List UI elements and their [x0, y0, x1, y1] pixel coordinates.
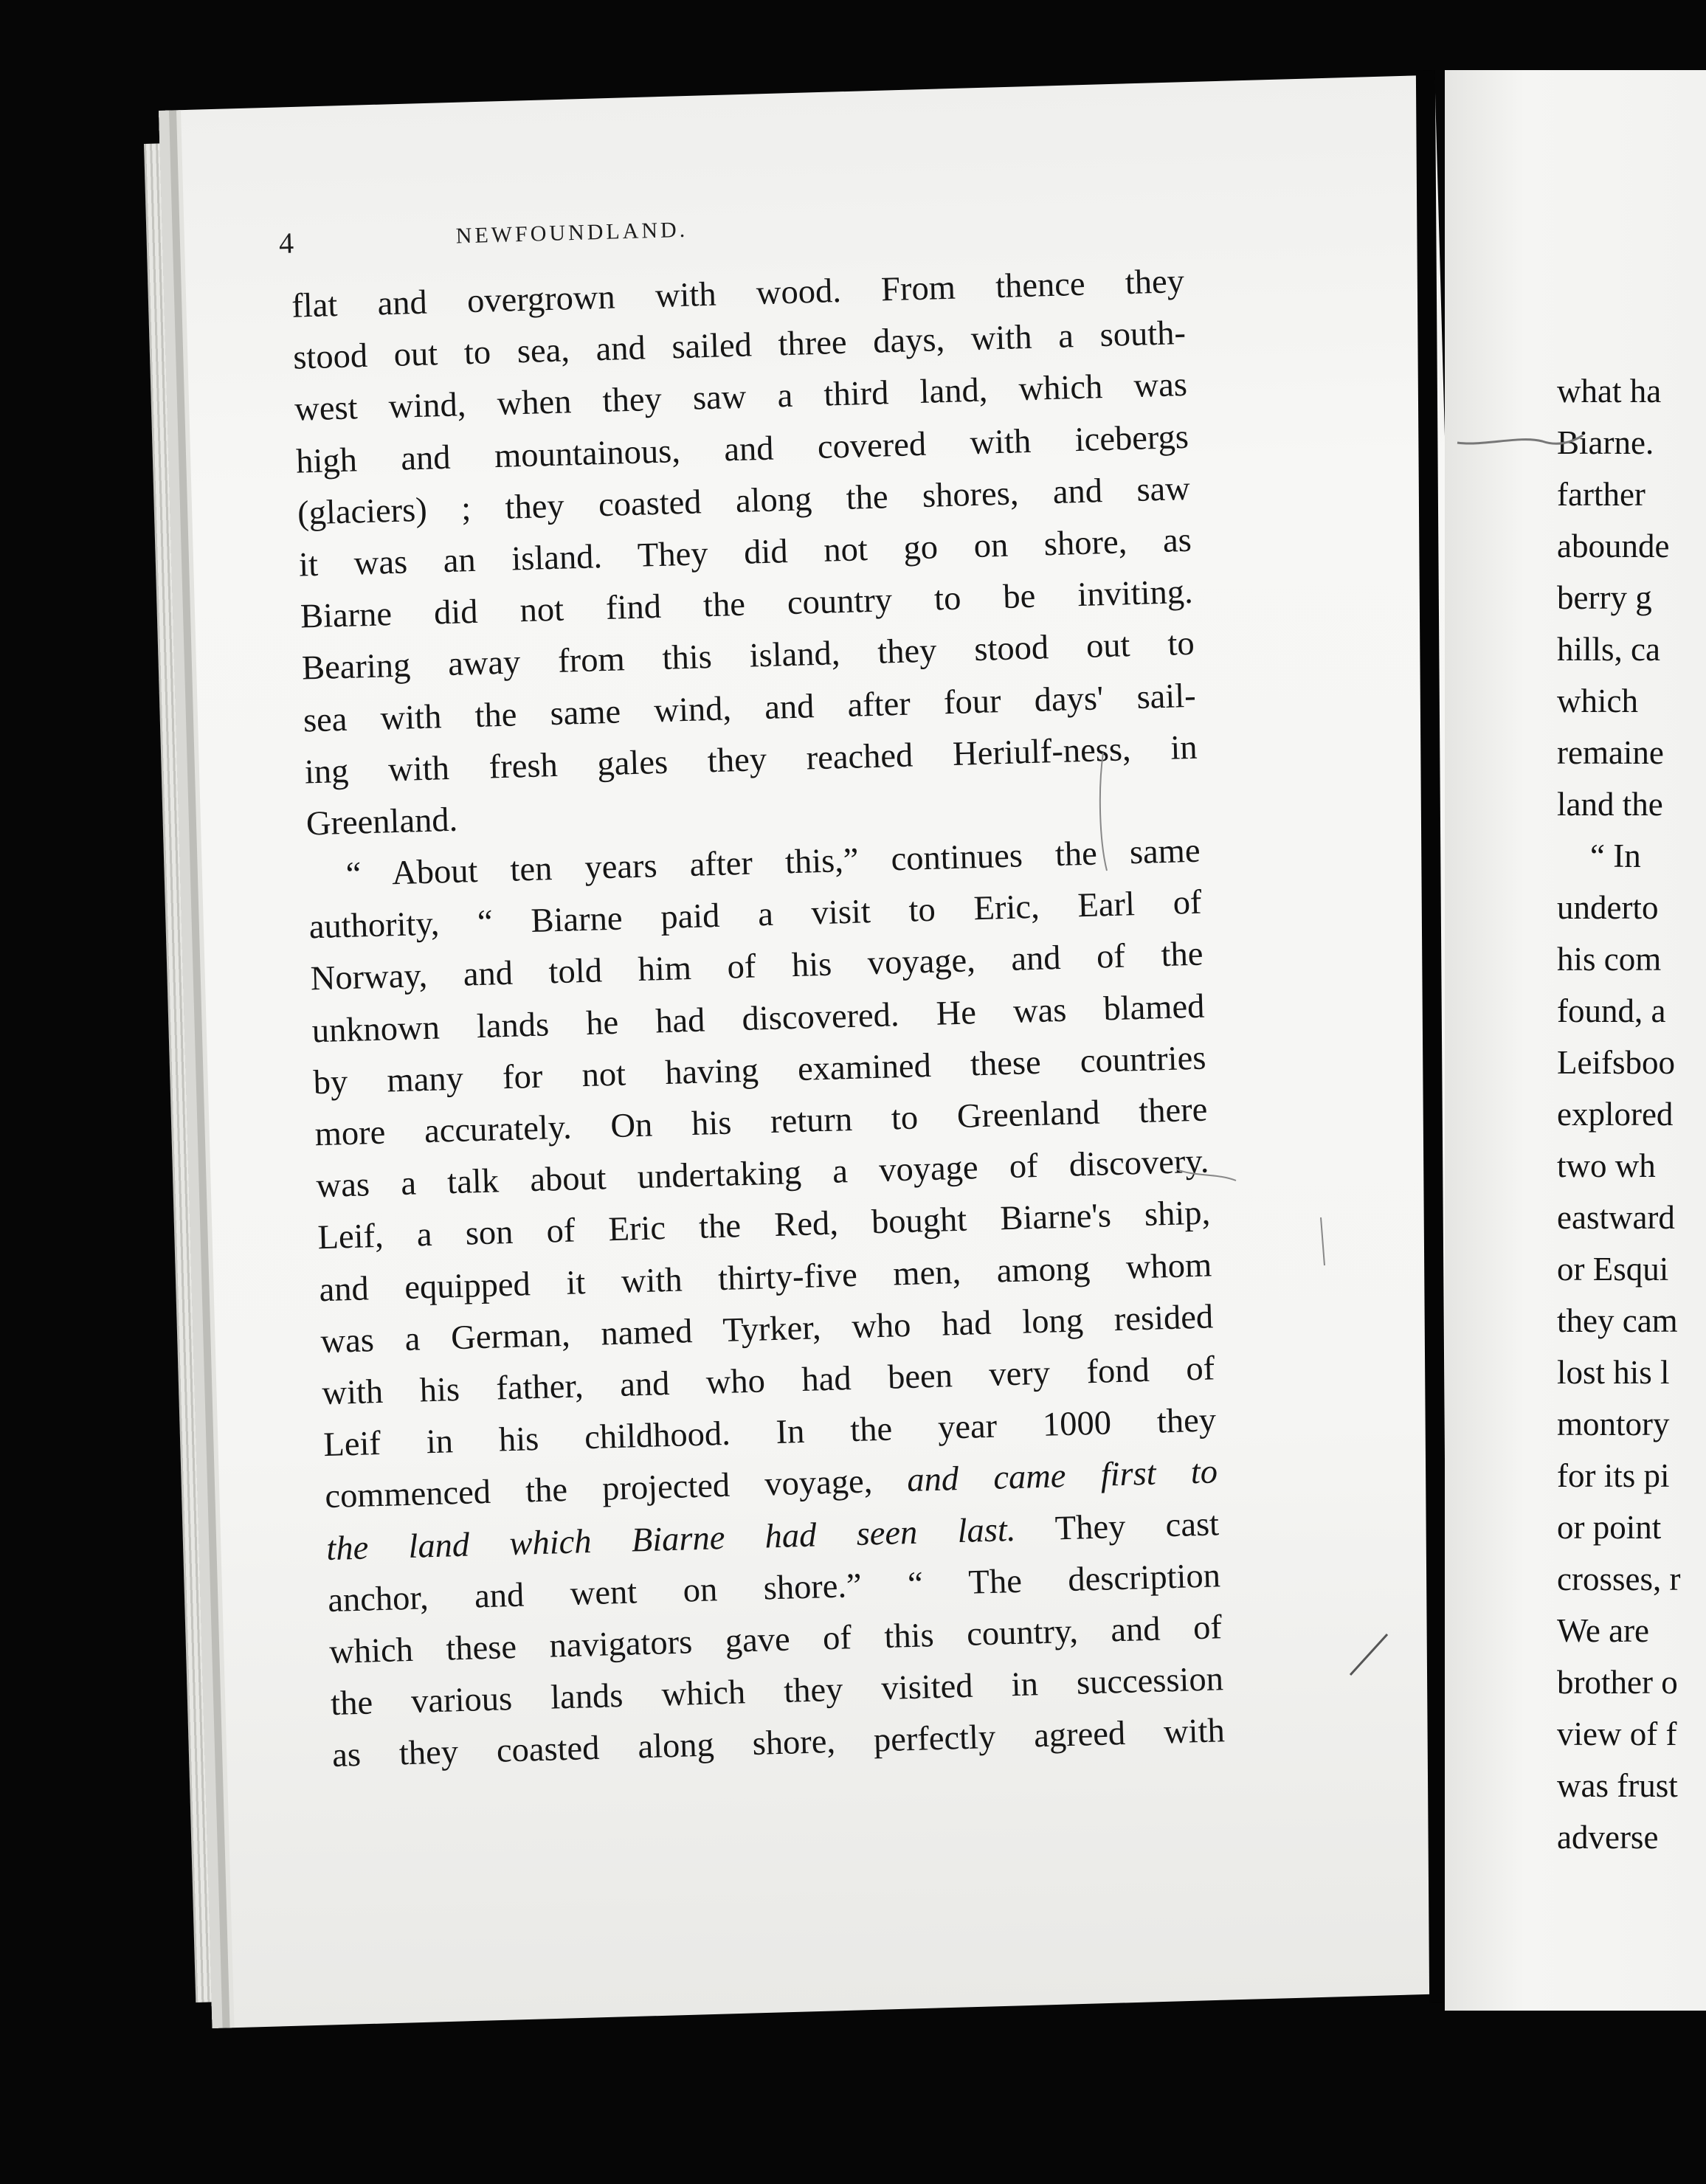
- text-line: flat and overgrown with wood. From thence they: [291, 262, 1185, 325]
- right-page-line: was frust: [1557, 1767, 1678, 1804]
- right-page-line: We are: [1557, 1612, 1650, 1649]
- running-head: NEWFOUNDLAND.: [455, 217, 688, 249]
- right-page-line: crosses, r: [1557, 1561, 1681, 1597]
- text-line: by many for not having examined these countries: [313, 1039, 1206, 1102]
- right-page-line: found, a: [1557, 992, 1666, 1029]
- text-line: more accurately. On his return to Greenland there: [314, 1091, 1208, 1154]
- text-line: “ About ten years after this,” continues the same: [345, 832, 1201, 894]
- text-line: ing with fresh gales they reached Heriulf-ness, in: [304, 728, 1198, 792]
- right-page-line: his com: [1557, 941, 1662, 978]
- text-line: was a German, named Tyrker, who had long resided: [320, 1298, 1214, 1361]
- right-page-line: Leifsboo: [1557, 1044, 1675, 1081]
- text-line: Greenland.: [305, 801, 458, 843]
- text-line: and equipped it with thirty-five men, among whom: [318, 1245, 1212, 1309]
- text-line: high and mountainous, and covered with icebergs: [295, 418, 1189, 481]
- text-line: Leif, a son of Eric the Red, bought Biarne's ship,: [317, 1194, 1211, 1257]
- right-page-line: view of f: [1557, 1715, 1677, 1752]
- right-page-line: which: [1557, 682, 1638, 719]
- right-page-line: underto: [1557, 889, 1659, 926]
- text-line: (glaciers) ; they coasted along the shores, and saw: [297, 469, 1191, 533]
- text-line: authority, “ Biarne paid a visit to Eric, Earl of: [308, 883, 1203, 947]
- right-page-line: farther: [1557, 476, 1645, 513]
- text-line: west wind, when they saw a third land, which was: [294, 366, 1188, 429]
- text-line: Norway, and told him of his voyage, and of the: [310, 936, 1204, 998]
- text-line: with his father, and who had been very fond of: [321, 1350, 1215, 1413]
- italic-text: and came first to: [906, 1453, 1218, 1500]
- right-page-line: brother o: [1557, 1664, 1678, 1701]
- right-page-line: land the: [1557, 786, 1663, 823]
- right-page-line: montory: [1557, 1406, 1670, 1442]
- text-line: as they coasted along shore, perfectly agreed with: [331, 1712, 1226, 1775]
- text-line: was a talk about undertaking a voyage of discovery.: [315, 1142, 1209, 1206]
- text-line: unknown lands he had discovered. He was blamed: [311, 987, 1206, 1050]
- right-page-line: “ In: [1590, 837, 1641, 874]
- right-page-line: hills, ca: [1557, 631, 1660, 668]
- body-text: [291, 256, 1225, 1782]
- right-page-line: what ha: [1557, 373, 1662, 410]
- right-page-line: eastward: [1557, 1199, 1675, 1236]
- roman-text: commenced the projected voyage,: [324, 1462, 908, 1516]
- right-page-text: [1557, 365, 1706, 1863]
- text-line: Bearing away from this island, they stood out to: [301, 625, 1195, 688]
- right-page-line: lost his l: [1557, 1354, 1670, 1391]
- right-page-line: two wh: [1557, 1147, 1656, 1184]
- text-line: stood out to sea, and sailed three days, with a south-: [292, 314, 1187, 377]
- text-line: anchor, and went on shore.” “ The description: [327, 1556, 1221, 1620]
- text-line: it was an island. They did not go on shore, as: [298, 521, 1192, 584]
- text-line: which these navigators gave of this country, and of: [328, 1608, 1223, 1671]
- text-line: Leif in his childhood. In the year 1000 they: [322, 1401, 1217, 1465]
- text-line: Biarne did not find the country to be inviting.: [300, 573, 1194, 636]
- italic-text: the land which Biarne had seen last.: [325, 1510, 1017, 1568]
- right-page-line: remaine: [1557, 734, 1664, 771]
- right-page-line: abounde: [1557, 528, 1670, 564]
- right-page-line: explored: [1557, 1096, 1674, 1133]
- right-page-line: or point: [1557, 1509, 1662, 1546]
- page-header: [278, 203, 1091, 270]
- roman-text: They cast: [1015, 1504, 1220, 1549]
- right-page-line: or Esqui: [1557, 1251, 1669, 1288]
- page-number: 4: [278, 226, 294, 260]
- text-line: sea with the same wind, and after four days' sail-: [303, 677, 1197, 739]
- right-page-line: adverse: [1557, 1819, 1659, 1856]
- right-page-line: they cam: [1557, 1302, 1678, 1339]
- text-line: the various lands which they visited in succession: [330, 1660, 1224, 1724]
- right-page-line: Biarne.: [1557, 424, 1654, 461]
- right-page-line: berry g: [1557, 579, 1652, 616]
- right-page-line: for its pi: [1557, 1457, 1670, 1494]
